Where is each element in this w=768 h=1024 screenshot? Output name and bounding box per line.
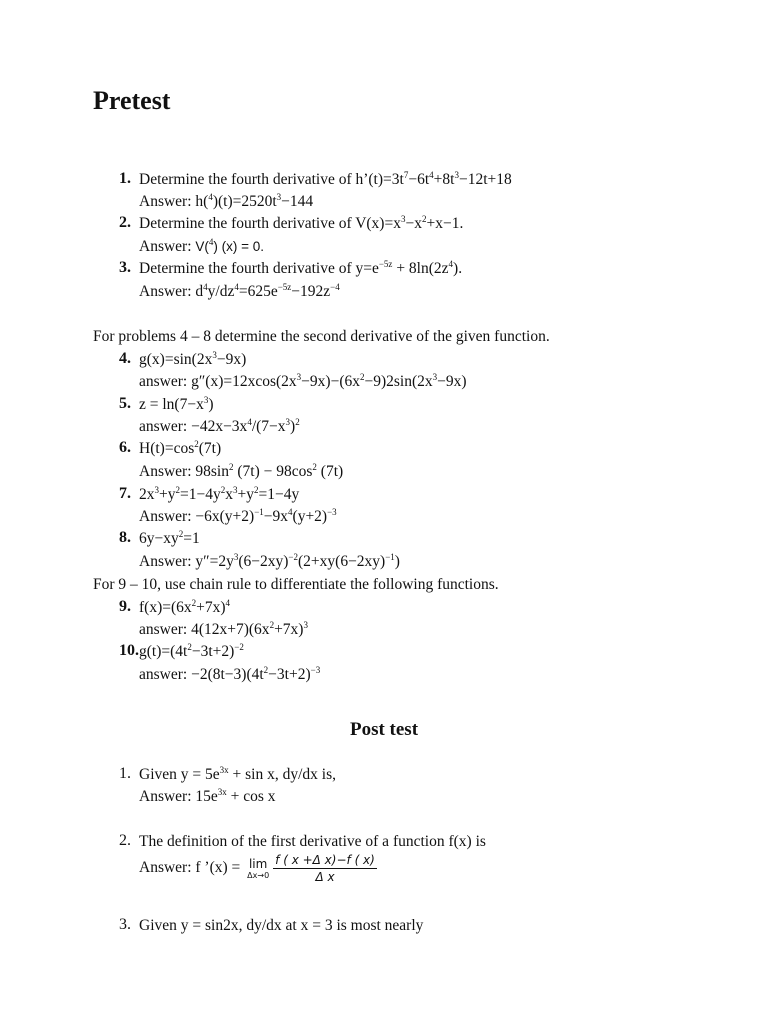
- item-number: 5.: [119, 395, 131, 412]
- post-answer-1: Answer: $15e^{3x} + \cos x$: [139, 786, 276, 805]
- item-number: 3.: [119, 259, 131, 276]
- instruction-4-8: For problems 4 – 8 determine the second derivative of the given function.: [93, 328, 550, 345]
- question-7: $2x^3+y^2=1-4y^2x^3+y^2=1-4y$: [139, 484, 300, 503]
- question-4: $g(x)=\sin(2x^3-9x)$: [139, 349, 247, 368]
- post-answer-2: Answer: f ’(x) = lim Δx→0 $\frac{\text{f ( x +Δ x)−f ( x)}}{\text{Δ x}}$: [139, 853, 375, 884]
- answer-10: answer: $-2(8t-3)(4t^2-3t+2)^{-3}$: [139, 664, 321, 683]
- item-number: 9.: [119, 598, 131, 615]
- answer-2: Answer: V($^4$) (x) = 0.: [139, 236, 265, 255]
- post-test-title: Post test: [349, 719, 419, 740]
- answer-5: answer: $-42x-3x^4/(7-x^3)^2$: [139, 416, 300, 435]
- limit-expression: lim Δx→0: [247, 856, 270, 880]
- item-number: 10.: [119, 642, 139, 659]
- answer-9: answer: $4(12x+7)(6x^2+7x)^3$: [139, 619, 308, 638]
- page-title: Pretest: [93, 86, 171, 115]
- item-number: 3.: [119, 916, 131, 933]
- post-question-1: Given $y = 5e^{3x} + \sin x$, dy/dx is,: [139, 764, 336, 783]
- answer-4: answer: $g''(x)=12xcos(2x^3-9x)-(6x^2-9)2\sin(2x^3-9x)$: [139, 371, 467, 390]
- item-number: 1.: [119, 170, 131, 187]
- answer-3: Answer: $d^4y/dz^4=625e^{-5z}-192z^{-4}$: [139, 281, 340, 300]
- item-number: 2.: [119, 214, 131, 231]
- item-number: 1.: [119, 765, 131, 782]
- answer-8: Answer: $y''=2y^3(6-2xy)^{-2}(2+xy(6-2xy)^{-1})$: [139, 551, 400, 570]
- answer-6: Answer: $98\sin^2$ $(7t) - 98\cos^2$ (7t): [139, 461, 344, 480]
- post-question-2: The definition of the first derivative of a function f(x) is: [139, 833, 486, 850]
- question-10: $g(t)=(4t^2-3t+2)^{-2}$: [139, 641, 244, 660]
- item-number: 2.: [119, 832, 131, 849]
- question-8: $6y-xy^2=1$: [139, 528, 200, 547]
- item-number: 7.: [119, 485, 131, 502]
- question-6: $H(t)=\cos^2(7t)$: [139, 438, 222, 457]
- instruction-9-10: For 9 – 10, use chain rule to differentiate the following functions.: [93, 576, 499, 593]
- post-question-3: Given y = sin2x, dy/dx at x = 3 is most nearly: [139, 917, 424, 934]
- item-number: 6.: [119, 439, 131, 456]
- item-number: 4.: [119, 350, 131, 367]
- answer-7: Answer: $-6x(y+2)^{-1}-9x^4(y+2)^{-3}$: [139, 506, 337, 525]
- answer-1: Answer: $h(^4)(t)=2520t^3-144$: [139, 191, 314, 210]
- difference-quotient: $\frac{\text{f ( x +Δ x)−f ( x)}}{\text{Δ x}}$: [275, 853, 375, 884]
- item-number: 8.: [119, 529, 131, 546]
- question-2: Determine the fourth derivative of $V(x)=x^3-x^2+x-1$.: [139, 213, 464, 232]
- question-9: $f(x)=(6x^2+7x)^4$: [139, 597, 231, 616]
- question-1: Determine the fourth derivative of $h’(t)=3t^7-6t^4+8t^3-12t+18$: [139, 169, 512, 188]
- question-3: Determine the fourth derivative of $y=e^{-5z} + 8\ln(2z^4)$.: [139, 258, 463, 277]
- question-5: $z = \ln(7-x^3)$: [139, 394, 214, 413]
